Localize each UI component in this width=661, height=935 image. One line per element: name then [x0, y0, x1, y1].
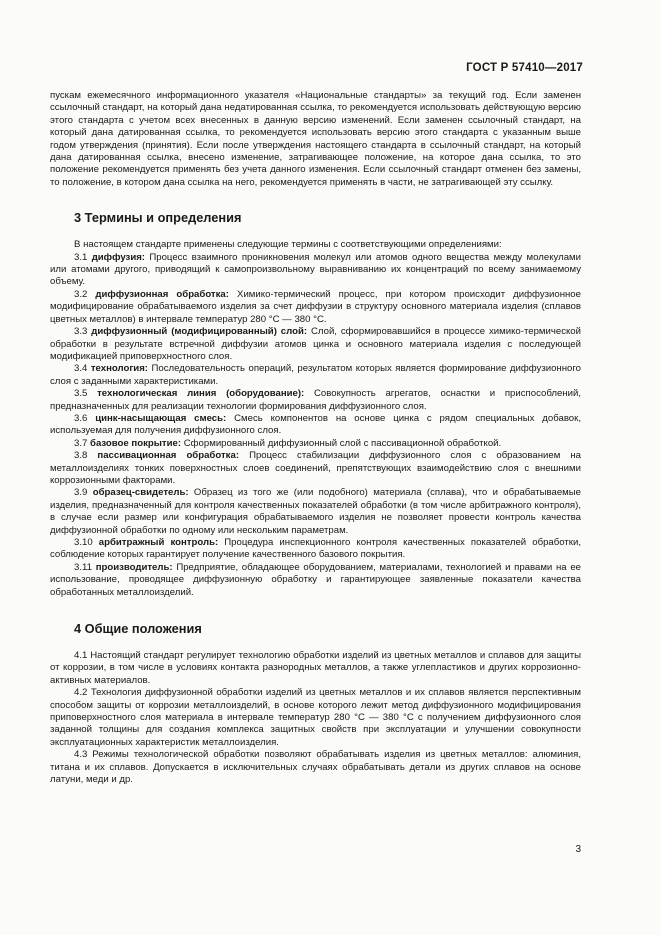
term-definition: [50, 413, 581, 438]
term-number: 3.5: [74, 388, 88, 400]
term-text: Последовательность операций, результатом которых является формирование диффузионного слоя с заданными характеристиками.: [50, 363, 581, 387]
section-4-paragraph: 4.1 Настоящий стандарт регулирует технологию обработки изделий из цветных металлов и сплавов для защиты от коррозии, в том числе в условиях контакта разнородных металлов, а также углепластиков и других коррозионно-активных материалов.: [50, 650, 581, 686]
term-number: 3.2: [74, 288, 88, 300]
term-name: образец-свидетель:: [92, 487, 189, 499]
term-definition: [50, 450, 581, 487]
term-number: 3.6: [74, 412, 88, 424]
page-content: [50, 90, 581, 787]
section-4-paragraph: 4.2 Технология диффузионной обработки изделий из цветных металлов и их сплавов является перспективным способом защиты от коррозии металлоизделий, в основе которого лежит метод диффузионного модифицирования приповерхностного слоя материала в интервале температур 280 °С — 380 °С с получением диффузионного слоя заданной толщины для создания комплекса защитных свойств при эксплуатации и улучшении совокупности эксплуатационных характеристик металлоизделия.: [50, 687, 581, 748]
term-text: Сформированный диффузионный слой с пассивационной обработкой.: [183, 437, 502, 449]
term-text: Совокупность агрегатов, оснастки и приспособлений, предназначенных для реализации технологии формирования диффузионного слоя.: [50, 388, 581, 412]
term-name: базовое покрытие:: [90, 437, 182, 449]
section-3-lead: В настоящем стандарте применены следующие термины с соответствующими определениями:: [74, 239, 502, 251]
term-definition: [50, 252, 581, 289]
term-definition: [50, 537, 581, 562]
terms-list: [50, 252, 581, 599]
term-definition: [50, 289, 581, 326]
term-definition: [50, 363, 581, 388]
term-number: 3.3: [74, 326, 88, 338]
term-name: диффузионная обработка:: [95, 288, 229, 300]
term-text: Смесь компонентов на основе цинка с рядом специальных добавок, используемая для получения диффузионного слоя.: [50, 412, 582, 437]
term-definition: [50, 388, 581, 413]
standard-code: ГОСТ Р 57410—2017: [466, 62, 583, 74]
term-number: 3.1: [74, 251, 88, 263]
term-name: диффузия:: [91, 251, 146, 263]
term-name: технологическая линия (оборудование):: [97, 388, 305, 400]
term-definition: [50, 326, 581, 363]
term-number: 3.11: [74, 561, 92, 573]
term-name: диффузионный (модифицированный) слой:: [91, 326, 308, 338]
term-name: производитель:: [95, 561, 173, 573]
term-name: технология:: [90, 363, 149, 375]
term-number: 3.7: [74, 437, 88, 449]
section-4-title: 4 Общие положения: [74, 621, 202, 637]
term-text: Предприятие, обладающее оборудованием, материалами, технологией и правами на ее использование, проводящее диффузионную обработку и гарантирующее заявленные показатели качества обработанных металлоизделий.: [50, 561, 582, 598]
term-text: Образец из того же (или подобного) материала (сплава), что и обрабатываемые изделия, предназначенный для контроля качественных показателей обработки (в том числе арбитражного контроля), в случае если размер или конфигурация обрабатываемого изделия не позволяет провести контроль качества диффузионной обработки по одному или нескольким параметрам.: [50, 487, 581, 536]
term-text: Слой, сформировавшийся в процессе химико-термической обработки в результате встречной диффузии атомов цинка и основного материала изделия с последующей модификацией приповерхностного слоя.: [50, 326, 581, 362]
term-text: Химико-термический процесс, при котором происходит диффузионное модифицирование обрабатываемого изделия за счет диффузии в структуру основного материала изделия (сплавов цветных металлов) в интервале температур 280 °С — 380 °С.: [50, 288, 581, 325]
term-text: Процесс взаимного проникновения молекул или атомов одного вещества между молекулами или атомами другого, приводящий к самопроизвольному выравниванию их концентраций по всему занимаемому объему.: [50, 251, 581, 288]
term-name: пассивационная обработка:: [97, 450, 240, 462]
term-definition: [50, 562, 581, 599]
intro-paragraph: пускам ежемесячного информационного указателя «Национальные стандарты» за текущий год. Если заменен ссылочный стандарт, на который дана недатированная ссылка, то рекомендуется использовать действующую версию этого стандарта с учетом всех внесенных в данную версию изменений. Если заменен ссылочный стандарт, на который дана датированная ссылка, то рекомендуется использовать версию этого стандарта с указанным выше годом утверждения (принятия). Если после утверждения настоящего стандарта в ссылочный стандарт, на который дана датированная ссылка, внесено изменение, затрагивающее положение, на которое дана ссылка, то это положение рекомендуется применять без учета данного изменения. Если ссылочный стандарт отменен без замены, то положение, в котором дана ссылка на него, рекомендуется применять в части, не затрагивающей эту ссылку.: [50, 90, 581, 188]
term-number: 3.8: [74, 450, 88, 462]
section-4-paragraph: 4.3 Режимы технологической обработки позволяют обрабатывать изделия из цветных металлов: алюминия, титана и их сплавов. Допускается в исключительных случаях обрабатывать детали из других сплавов на основе латуни, меди и др.: [50, 749, 581, 786]
section-3-title: 3 Термины и определения: [74, 210, 242, 226]
term-text: Процесс стабилизации диффузионного слоя с образованием на металлоизделиях тонких поверхностных слоев соединений, препятствующих взаимодействию слоя с внешними коррозионными факторами.: [50, 450, 581, 486]
term-definition: [50, 487, 581, 537]
term-name: цинк-насыщающая смесь:: [95, 412, 227, 424]
term-number: 3.10: [74, 537, 93, 548]
term-definition: [50, 438, 581, 450]
term-number: 3.9: [74, 487, 88, 499]
term-text: Процедура инспекционного контроля качественных показателей обработки, соблюдение которых гарантирует получение качественного базового покрытия.: [50, 537, 581, 561]
page-number: 3: [575, 844, 581, 855]
term-number: 3.4: [74, 363, 88, 375]
term-name: арбитражный контроль:: [98, 537, 219, 548]
